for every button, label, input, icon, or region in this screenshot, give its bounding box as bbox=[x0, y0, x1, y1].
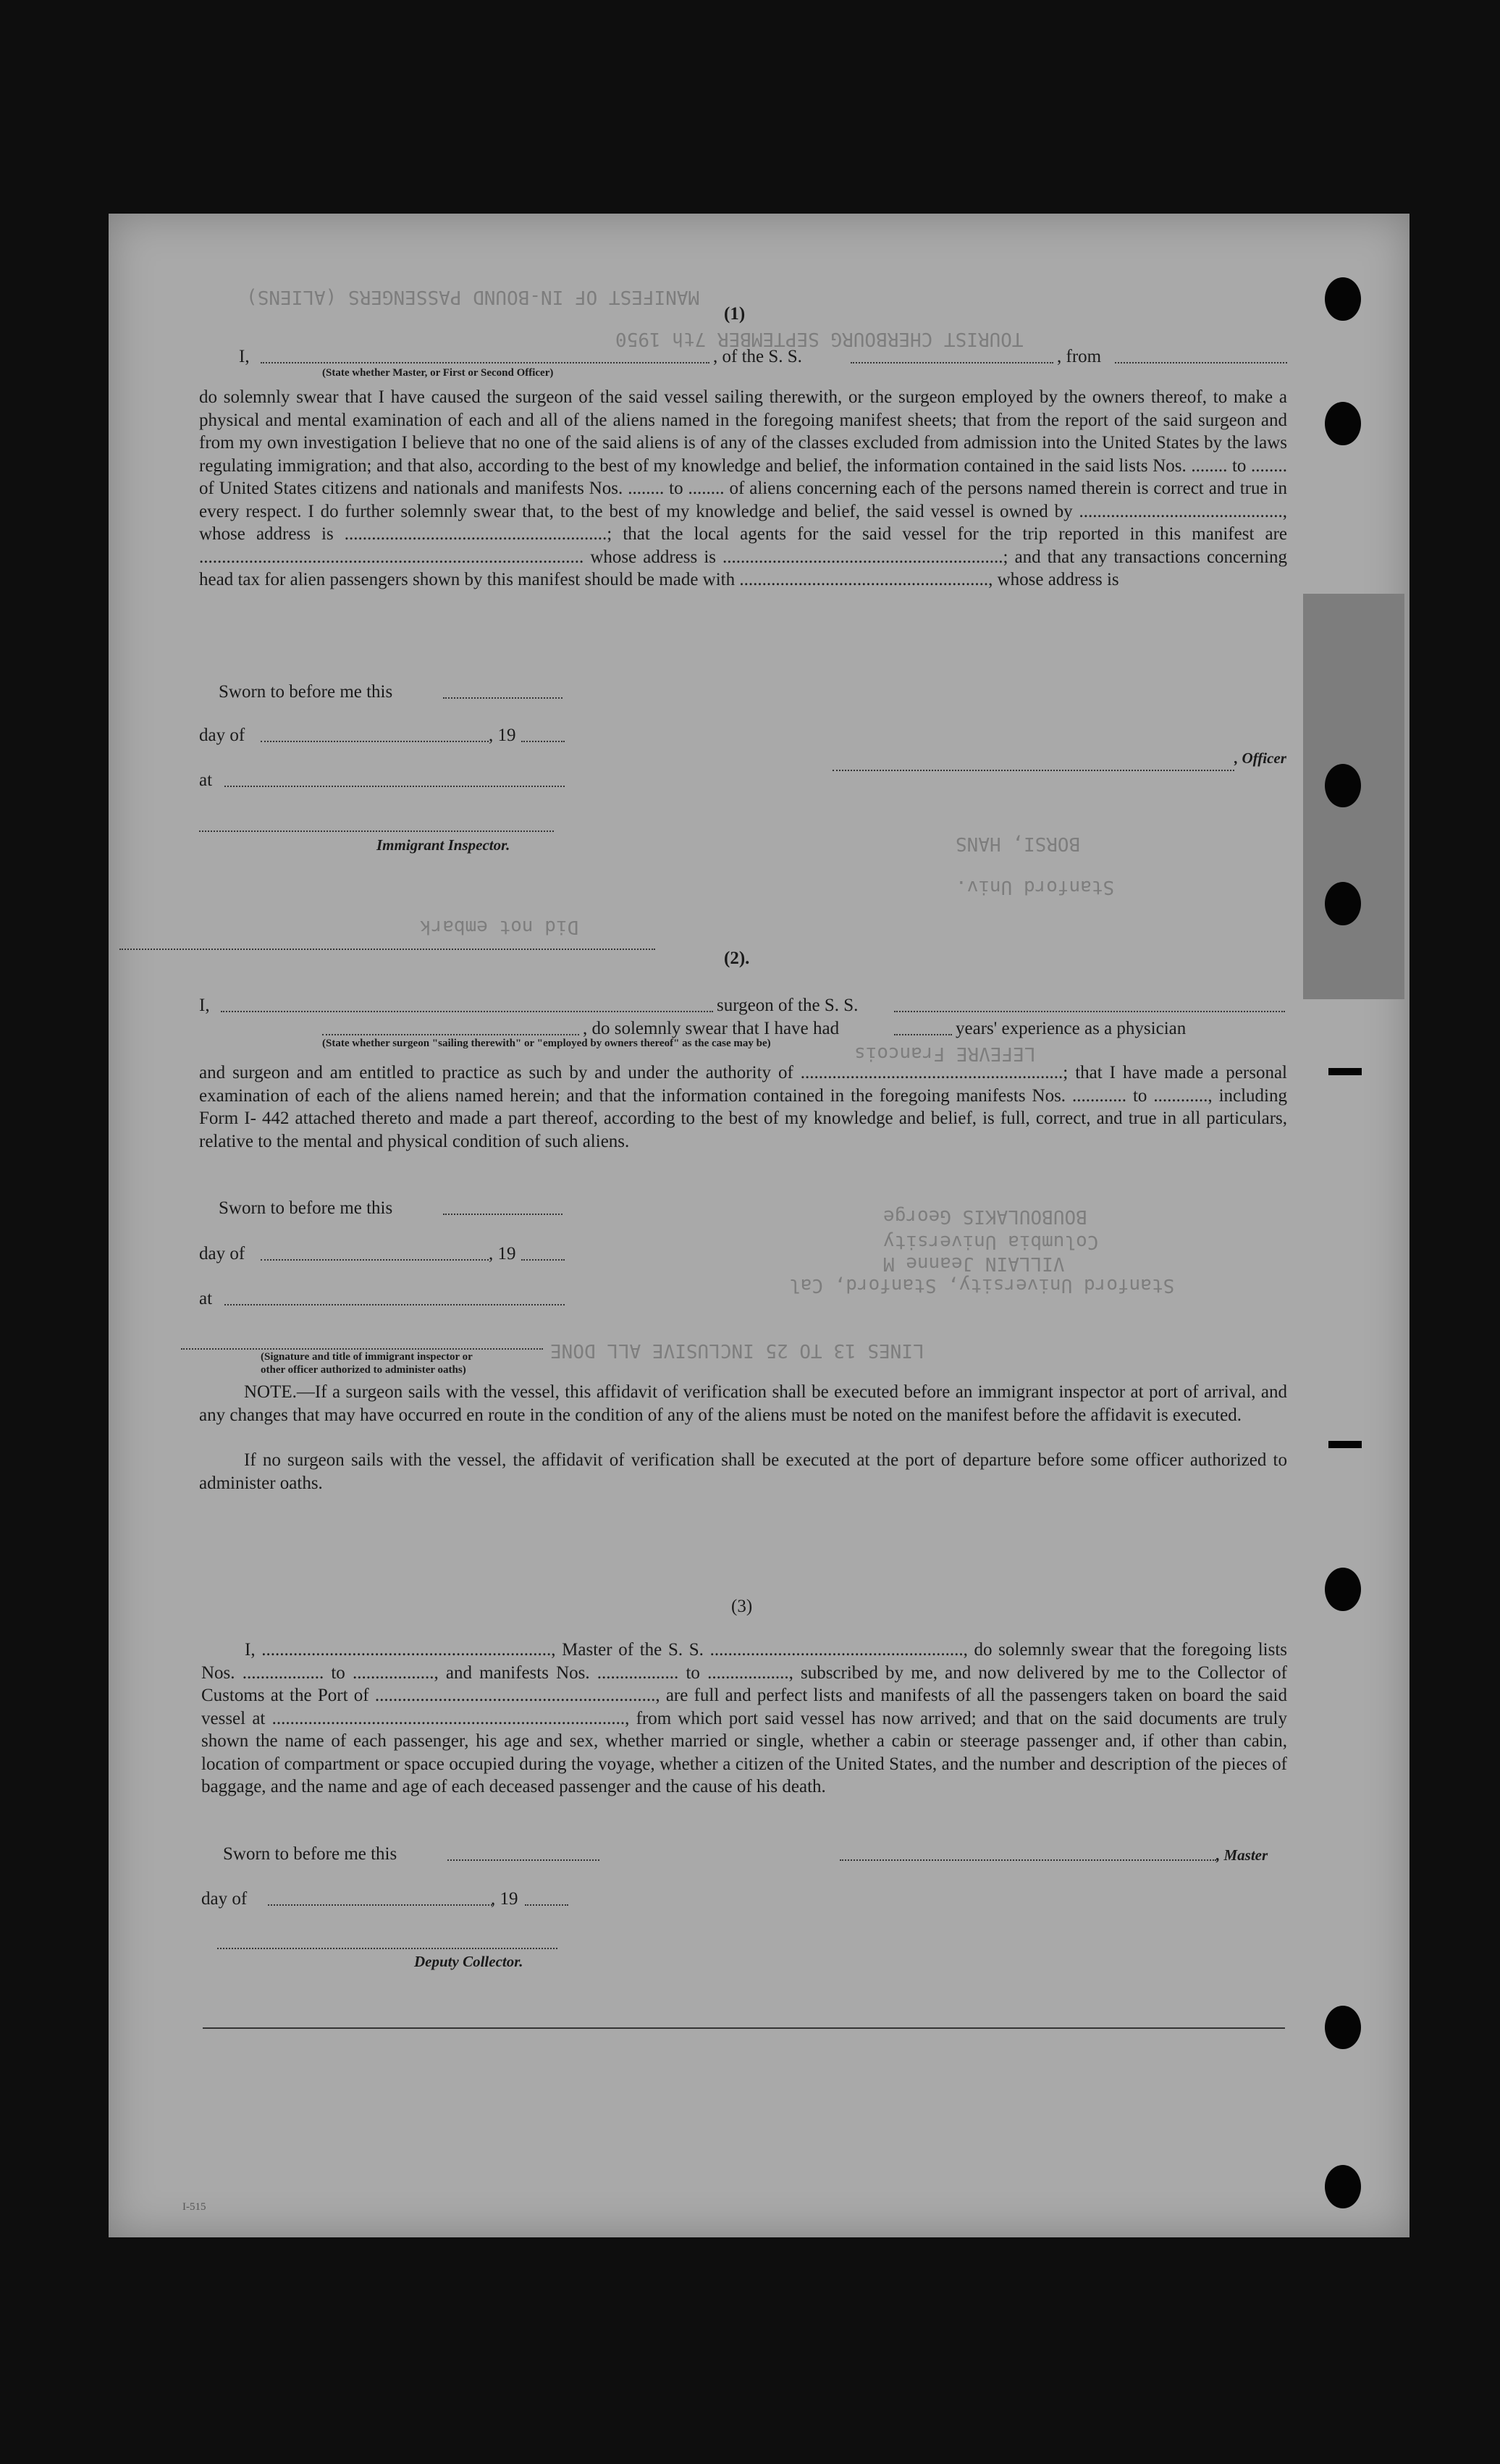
day-of-field bbox=[261, 1259, 489, 1261]
surgeon-vessel-field bbox=[894, 1011, 1285, 1012]
surgeon-caption: (State whether surgeon "sailing therewith" or "employed by owners thereof" as the case may be) bbox=[322, 1038, 771, 1049]
binder-hole bbox=[1325, 764, 1361, 807]
oath-i: I, bbox=[239, 347, 250, 366]
day-of-label: day of bbox=[201, 1889, 248, 1909]
sworn-label: Sworn to before me this bbox=[223, 1844, 397, 1864]
binder-mark bbox=[1328, 1441, 1362, 1448]
section-number: (3) bbox=[731, 1597, 753, 1616]
binder-hole bbox=[1325, 2165, 1361, 2208]
year-field bbox=[521, 741, 565, 742]
deputy-signature-field bbox=[217, 1948, 557, 1949]
port-from-field bbox=[1115, 362, 1287, 363]
officer-caption: (State whether Master, or First or Second Officer) bbox=[322, 367, 554, 379]
bleed-through-text: TOURIST CHERBOURG SEPTEMBER 7th 1950 bbox=[615, 328, 1024, 350]
sworn-day-field bbox=[443, 1214, 562, 1215]
inspector-caption: Immigrant Inspector. bbox=[376, 836, 510, 854]
bleed-through-text: Stanford Univ. bbox=[956, 876, 1115, 898]
bleed-through-text: BOUBOULAKIS George bbox=[883, 1206, 1087, 1227]
experience-label-b: years' experience as a physician bbox=[956, 1019, 1187, 1038]
experience-years-field bbox=[894, 1034, 952, 1035]
surgeon-vessel-label: surgeon of the S. S. bbox=[717, 996, 859, 1015]
section2-body: and surgeon and am entitled to practice as such by and under the authority of ..........................................................; that I have made a personal examination of each of the aliens named herein; and that the information contained in the foregoing manifests Nos. ............ to ............, including Form I- 442 attached thereto and made a part thereof, according to the best of my knowledge and belief, is full, correct, and true in all particulars, relative to the mental and physical condition of such aliens. bbox=[199, 1063, 1287, 1151]
year-label: , 19 bbox=[489, 1244, 516, 1263]
day-of-field bbox=[268, 1904, 492, 1906]
sworn-day-field bbox=[443, 697, 562, 699]
bottom-rule bbox=[203, 2027, 1285, 2029]
binder-mark bbox=[1328, 1068, 1362, 1075]
signature-line bbox=[181, 1348, 543, 1350]
deputy-caption: Deputy Collector. bbox=[414, 1953, 523, 1970]
binder-hole bbox=[1325, 2006, 1361, 2049]
bleed-through-text: LINES 13 TO 25 INCLUSIVE ALL DONE bbox=[550, 1340, 924, 1361]
form-number: I-515 bbox=[182, 2201, 206, 2213]
note-text-2: If no surgeon sails with the vessel, the affidavit of verification shall be executed at the port of departure before some officer authorized to administer oaths. bbox=[199, 1450, 1287, 1493]
year-label: , 19 bbox=[491, 1889, 518, 1909]
officer-name-field bbox=[261, 362, 709, 363]
bleed-through-text: Columbia University bbox=[883, 1231, 1099, 1253]
from-label: , from bbox=[1057, 347, 1102, 366]
binder-hole bbox=[1325, 402, 1361, 445]
oath-i: I, bbox=[199, 996, 210, 1015]
section-number: (2). bbox=[724, 949, 750, 968]
sworn-label: Sworn to before me this bbox=[219, 1198, 393, 1218]
surgeon-type-field bbox=[322, 1034, 579, 1035]
signature-caption: other officer authorized to administer oaths) bbox=[261, 1364, 466, 1376]
master-label: , Master bbox=[1216, 1846, 1268, 1864]
master-signature-field bbox=[840, 1859, 1216, 1861]
at-label: at bbox=[199, 1289, 213, 1308]
inspector-signature-field bbox=[199, 831, 554, 832]
section3-body: I, ................................................................, Master of the S. S. ........................................................, do solemnly swear that the foregoing lists Nos. .................. to .................., and manifests Nos. .................. to .................., subscribed by me, and now delivered by me to the Collector of Customs at the Port of .............................................................., are full and perfect lists and manifests of all the passengers taken on board the said vessel at .............................................................................., from which port said vessel has now arrived; and that on the said documents are truly shown the name of each passenger, his age and sex, whether married or single, whether a cabin or steerage passenger and, if other than cabin, location of compartment or space occupied during the voyage, whether a citizen of the United States, and the number and description of the pieces of baggage, and the name and age of each deceased passenger and the cause of his death. bbox=[201, 1640, 1287, 1796]
vessel-name-field bbox=[851, 362, 1053, 363]
bleed-through-text: MANIFEST OF IN-BOUND PASSENGERS (ALIENS) bbox=[246, 286, 700, 308]
vessel-label: , of the S. S. bbox=[713, 347, 802, 366]
bleed-through-text: Did not embark bbox=[420, 916, 579, 938]
section1-body: do solemnly swear that I have caused the surgeon of the said vessel sailing therewith, or the surgeon employed by the owners thereof, to make a physical and mental examination of each and all of the aliens named in the foregoing manifest sheets; that from the report of the said surgeon and from my own investigation I believe that no one of the said aliens is of any of the classes excluded from admission into the United States by the laws regulating immigration; and that also, according to the best of my knowledge and belief, the information contained in the said lists Nos. ........ to ........ of United States citizens and nationals and manifests Nos. ........ to ........ of aliens concerning each of the persons named therein is correct and true in every respect. I do further solemnly swear that, to the best of my knowledge and belief, the said vessel is owned by ............................................., whose address is ..........................................................; that the local agents for the said vessel for the trip reported in this manifest are ..................................................................................... whose address is ..............................................................; and that any transactions concerning head tax for alien passengers shown by this manifest should be made with ......................................................., whose address is bbox=[199, 387, 1287, 589]
binder-hole bbox=[1325, 277, 1361, 321]
binder-hole bbox=[1325, 1568, 1361, 1611]
section-number: (1) bbox=[724, 304, 746, 324]
sworn-day-field bbox=[447, 1859, 599, 1861]
officer-label: , Officer bbox=[1234, 749, 1286, 767]
note-text: NOTE.—If a surgeon sails with the vessel, this affidavit of verification shall be executed before an immigrant inspector at port of arrival, and any changes that may have occurred en route in the condition of any of the aliens must be noted on the manifest before the affidavit is executed. bbox=[199, 1382, 1287, 1425]
year-field bbox=[521, 1259, 565, 1261]
bleed-through-text: VILLAIN Jeanne M bbox=[883, 1253, 1065, 1274]
bleed-through-text: Stanford University, Stanford, Cal bbox=[789, 1274, 1175, 1296]
binder-hole bbox=[1325, 882, 1361, 925]
day-of-field bbox=[261, 741, 489, 742]
at-field bbox=[224, 786, 565, 787]
signature-caption: (Signature and title of immigrant inspector or bbox=[261, 1351, 473, 1363]
experience-label: , do solemnly swear that I have had bbox=[583, 1019, 840, 1038]
officer-signature-field bbox=[833, 770, 1234, 771]
at-label: at bbox=[199, 770, 213, 790]
day-of-label: day of bbox=[199, 1244, 245, 1263]
section-divider bbox=[119, 949, 655, 950]
bleed-through-text: LEFEVRE Francois bbox=[854, 1043, 1036, 1064]
day-of-label: day of bbox=[199, 726, 245, 745]
year-label: , 19 bbox=[489, 726, 516, 745]
year-field bbox=[525, 1904, 568, 1906]
at-field bbox=[224, 1304, 565, 1305]
surgeon-name-field bbox=[221, 1011, 713, 1012]
bleed-through-text: BORSI, HANS bbox=[956, 833, 1081, 854]
sworn-label: Sworn to before me this bbox=[219, 682, 393, 702]
